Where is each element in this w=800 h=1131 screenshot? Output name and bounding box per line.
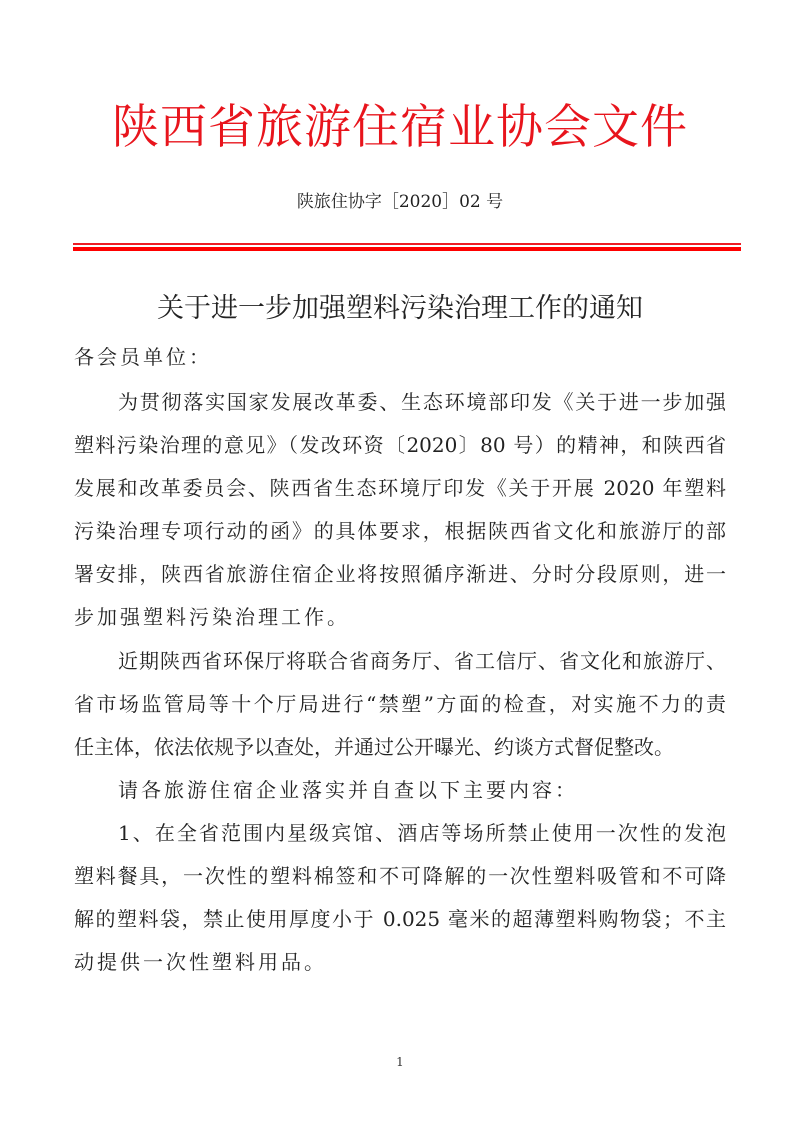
header-rule-thin xyxy=(73,243,741,245)
body-line: 近期陕西省环保厅将联合省商务厅、省工信厅、省文化和旅游厅、 xyxy=(118,649,726,673)
body-line: 解的塑料袋，禁止使用厚度小于 0.025 毫米的超薄塑料购物袋；不主 xyxy=(74,907,726,931)
salutation: 各会员单位： xyxy=(74,345,212,369)
body-line: 任主体，依法依规予以查处，并通过公开曝光、约谈方式督促整改。 xyxy=(74,735,674,759)
document-header-title: 陕西省旅游住宿业协会文件 xyxy=(112,100,688,155)
body-line: 1、在全省范围内星级宾馆、酒店等场所禁止使用一次性的发泡 xyxy=(118,821,726,845)
body-line: 步加强塑料污染治理工作。 xyxy=(74,605,350,629)
page-number: 1 xyxy=(396,1055,404,1069)
notice-title: 关于进一步加强塑料污染治理工作的通知 xyxy=(157,293,643,324)
body-line: 污染治理专项行动的函》的具体要求，根据陕西省文化和旅游厅的部 xyxy=(74,519,726,543)
header-rule-thick xyxy=(73,247,741,251)
body-line: 署安排，陕西省旅游住宿企业将按照循序渐进、分时分段原则，进一 xyxy=(74,562,726,586)
body-line: 省市场监管局等十个厅局进行“禁塑”方面的检查，对实施不力的责 xyxy=(74,692,726,716)
body-line: 塑料污染治理的意见》（发改环资〔2020〕80 号）的精神，和陕西省 xyxy=(74,433,726,457)
document-number: 陕旅住协字［2020］02 号 xyxy=(296,192,504,212)
body-line: 为贯彻落实国家发展改革委、生态环境部印发《关于进一步加强 xyxy=(118,390,726,414)
body-line: 请各旅游住宿企业落实并自查以下主要内容： xyxy=(118,778,578,802)
body-line: 动提供一次性塑料用品。 xyxy=(74,950,327,974)
body-line: 塑料餐具，一次性的塑料棉签和不可降解的一次性塑料吸管和不可降 xyxy=(74,864,726,888)
body-line: 发展和改革委员会、陕西省生态环境厅印发《关于开展 2020 年塑料 xyxy=(74,476,726,500)
